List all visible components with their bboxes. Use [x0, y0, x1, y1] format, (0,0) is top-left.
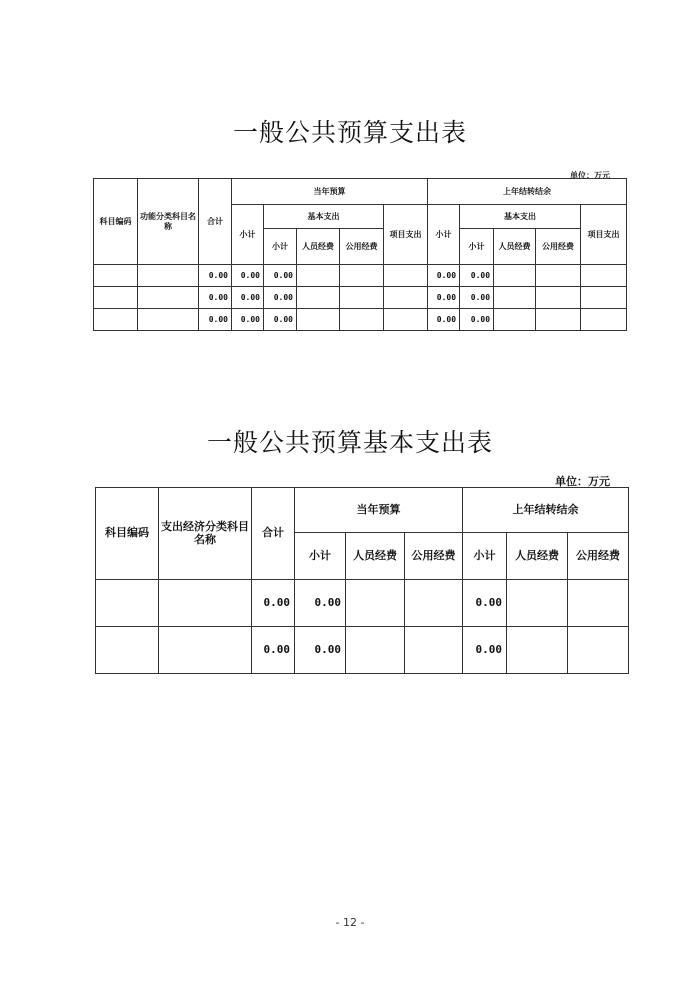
cell-current-subtotal: 0.00: [232, 309, 264, 331]
header-prior-subtotal: 小计: [428, 205, 460, 265]
cell-prior-personnel: [494, 265, 536, 287]
cell-prior-project: [581, 265, 627, 287]
table-row: [96, 627, 629, 674]
cell-total: 0.00: [199, 287, 232, 309]
cell-code: [94, 287, 138, 309]
header-subject-code: 科目编码: [96, 488, 159, 580]
cell-current-public: [405, 627, 463, 674]
header-current-personnel: 人员经费: [297, 229, 340, 265]
header-current-year-budget: 当年预算: [295, 488, 463, 533]
header-current-subtotal: 小计: [232, 205, 264, 265]
cell-code: [94, 265, 138, 287]
cell-prior-public: [536, 287, 581, 309]
cell-name: [138, 265, 199, 287]
table-row: [94, 309, 627, 331]
cell-current-personnel: [297, 265, 340, 287]
header-current-basic-subtotal: 小计: [264, 229, 297, 265]
header-current-project-expenditure: 项目支出: [384, 205, 428, 265]
header-functional-subject-name: 功能分类科目名称: [138, 179, 199, 265]
header-subject-code: 科目编码: [94, 179, 138, 265]
cell-prior-subtotal: 0.00: [463, 580, 507, 627]
cell-prior-personnel: [494, 287, 536, 309]
header-prior-year-carryover: 上年结转结余: [428, 179, 627, 205]
header-current-personnel: 人员经费: [346, 533, 405, 580]
header-prior-project-expenditure: 项目支出: [581, 205, 627, 265]
header-current-basic-expenditure: 基本支出: [264, 205, 384, 229]
cell-prior-public: [568, 627, 629, 674]
cell-current-subtotal: 0.00: [295, 580, 346, 627]
cell-total: 0.00: [252, 580, 295, 627]
cell-prior-public: [568, 580, 629, 627]
cell-current-personnel: [346, 627, 405, 674]
header-prior-personnel: 人员经费: [507, 533, 568, 580]
cell-total: 0.00: [199, 265, 232, 287]
table-row: [96, 580, 629, 627]
cell-prior-personnel: [494, 309, 536, 331]
header-total: 合计: [252, 488, 295, 580]
cell-name: [159, 627, 252, 674]
table1-title: 一般公共预算支出表: [232, 118, 467, 147]
header-prior-subtotal: 小计: [463, 533, 507, 580]
cell-current-project: [384, 287, 428, 309]
table-row: [94, 265, 627, 287]
header-current-public: 公用经费: [340, 229, 384, 265]
cell-prior-project: [581, 287, 627, 309]
cell-current-basic-subtotal: 0.00: [264, 309, 297, 331]
page-number: - 12 -: [335, 916, 365, 929]
cell-current-personnel: [346, 580, 405, 627]
header-economic-subject-name: 支出经济分类科目名称: [159, 488, 252, 580]
cell-prior-public: [536, 309, 581, 331]
cell-current-subtotal: 0.00: [232, 265, 264, 287]
cell-code: [94, 309, 138, 331]
cell-prior-subtotal: 0.00: [463, 627, 507, 674]
header-prior-personnel: 人员经费: [494, 229, 536, 265]
cell-current-public: [405, 580, 463, 627]
header-current-year-budget: 当年预算: [232, 179, 428, 205]
header-current-subtotal: 小计: [295, 533, 346, 580]
cell-prior-subtotal: 0.00: [428, 265, 460, 287]
cell-prior-subtotal: 0.00: [428, 287, 460, 309]
cell-current-public: [340, 265, 384, 287]
header-prior-basic-subtotal: 小计: [460, 229, 494, 265]
cell-prior-basic-subtotal: 0.00: [460, 287, 494, 309]
cell-current-personnel: [297, 287, 340, 309]
table-row: [94, 287, 627, 309]
cell-prior-basic-subtotal: 0.00: [460, 265, 494, 287]
header-total: 合计: [199, 179, 232, 265]
cell-prior-personnel: [507, 627, 568, 674]
header-prior-year-carryover: 上年结转结余: [463, 488, 629, 533]
cell-name: [159, 580, 252, 627]
cell-current-basic-subtotal: 0.00: [264, 265, 297, 287]
cell-current-project: [384, 309, 428, 331]
cell-code: [96, 580, 159, 627]
table2-unit: 单位：万元: [555, 475, 610, 488]
cell-prior-public: [536, 265, 581, 287]
cell-current-subtotal: 0.00: [232, 287, 264, 309]
header-current-public: 公用经费: [405, 533, 463, 580]
cell-prior-personnel: [507, 580, 568, 627]
cell-total: 0.00: [199, 309, 232, 331]
general-budget-basic-expenditure-table: [95, 487, 629, 674]
table2-title: 一般公共预算基本支出表: [206, 428, 493, 457]
cell-name: [138, 287, 199, 309]
cell-current-personnel: [297, 309, 340, 331]
header-prior-public: 公用经费: [568, 533, 629, 580]
header-prior-public: 公用经费: [536, 229, 581, 265]
cell-prior-subtotal: 0.00: [428, 309, 460, 331]
cell-prior-basic-subtotal: 0.00: [460, 309, 494, 331]
cell-current-project: [384, 265, 428, 287]
table1-unit: 单位：万元: [570, 171, 610, 180]
general-budget-expenditure-table: [93, 178, 627, 331]
cell-current-public: [340, 309, 384, 331]
cell-current-public: [340, 287, 384, 309]
cell-prior-project: [581, 309, 627, 331]
header-prior-basic-expenditure: 基本支出: [460, 205, 581, 229]
cell-current-basic-subtotal: 0.00: [264, 287, 297, 309]
cell-code: [96, 627, 159, 674]
cell-name: [138, 309, 199, 331]
cell-current-subtotal: 0.00: [295, 627, 346, 674]
cell-total: 0.00: [252, 627, 295, 674]
